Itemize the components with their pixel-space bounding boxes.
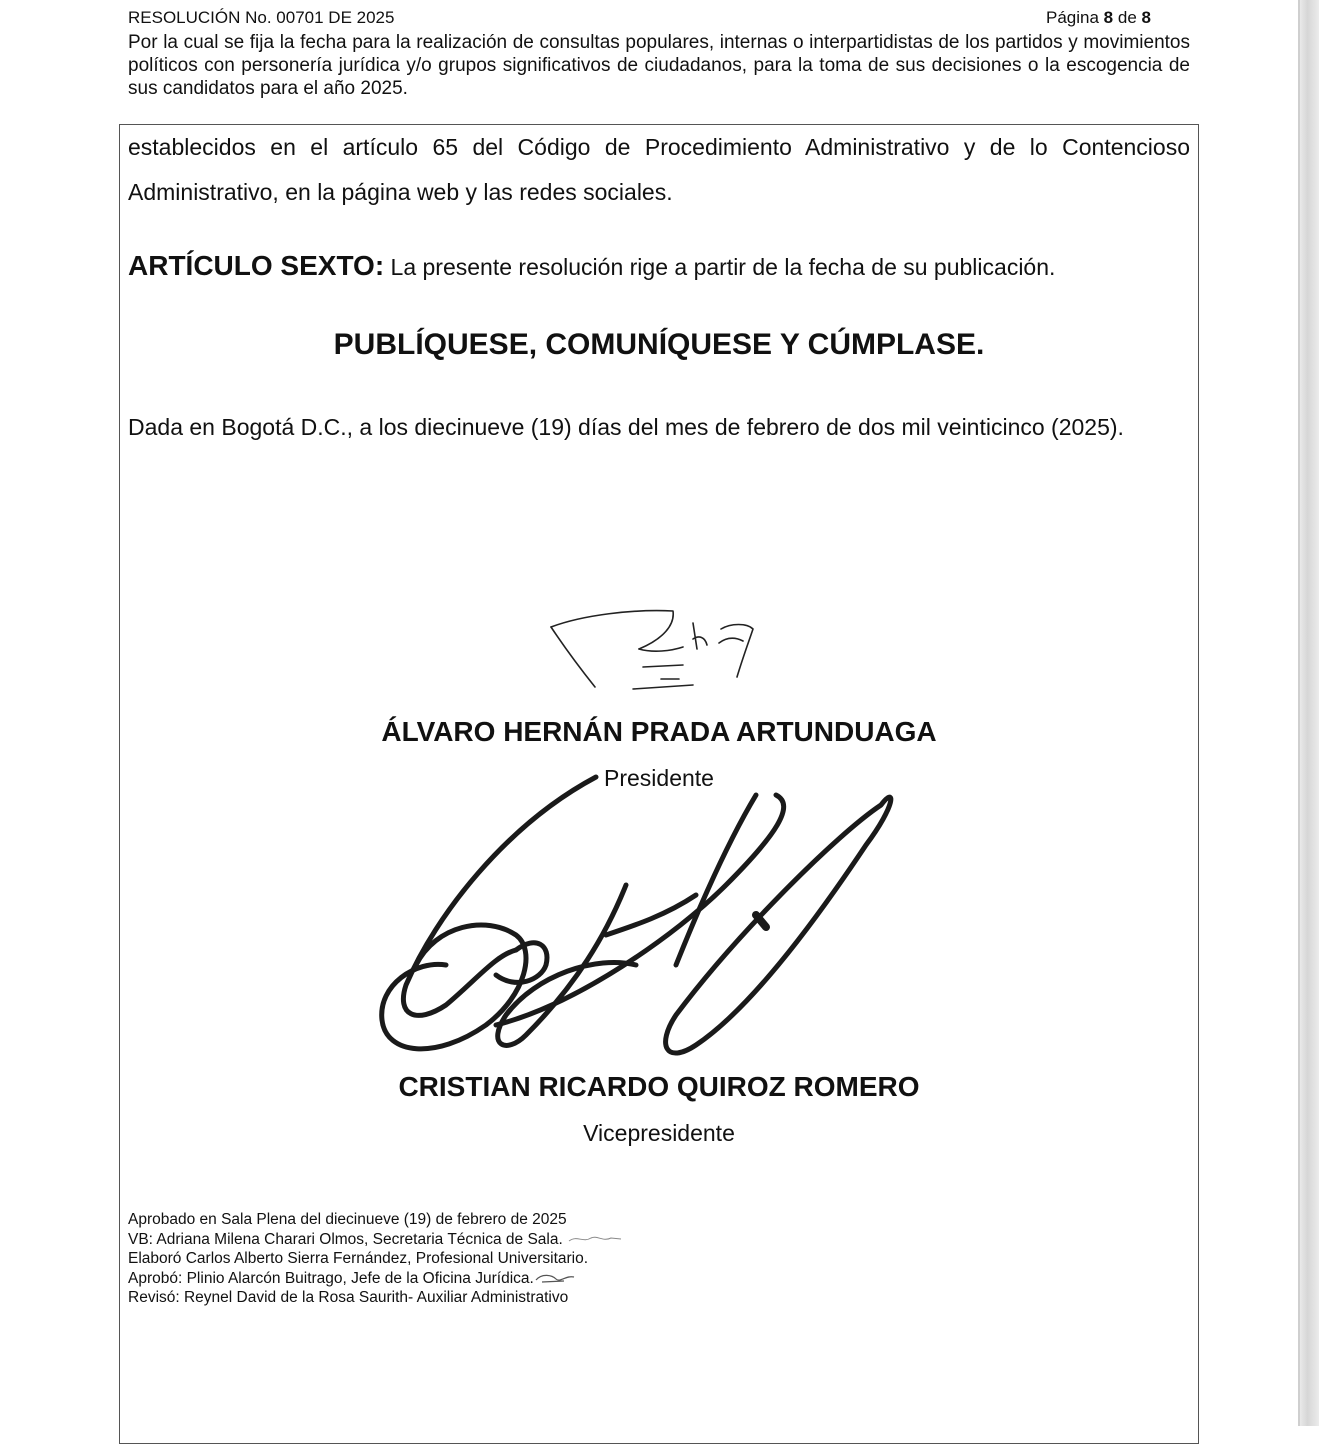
signatory-name: ÁLVARO HERNÁN PRADA ARTUNDUAGA xyxy=(381,716,937,747)
signatory-role: Presidente xyxy=(604,765,714,791)
footer-elaborated: Elaboró Carlos Alberto Sierra Fernández, Profesional Universitario. xyxy=(128,1250,589,1267)
president-signature xyxy=(543,605,783,705)
page-indicator: Página 8 de 8 xyxy=(1046,8,1151,27)
initials-mark xyxy=(534,1271,578,1285)
footer-approved: Aprobado en Sala Plena del diecinueve (19) de febrero de 2025 xyxy=(128,1211,567,1228)
signatory-name: CRISTIAN RICARDO QUIROZ ROMERO xyxy=(398,1071,920,1102)
footer-reviewed: Revisó: Reynel David de la Rosa Saurith- Auxiliar Administrativo xyxy=(128,1289,569,1306)
signatory-role: Vicepresidente xyxy=(583,1120,735,1146)
continuation-paragraph: establecidos en el artículo 65 del Código de Procedimiento Administrativo y de lo Contencioso Administrativo, en la página web y las redes sociales. xyxy=(128,134,1190,205)
document-header xyxy=(128,8,1190,100)
article-title: ARTÍCULO SEXTO: xyxy=(128,250,385,281)
resolution-number: RESOLUCIÓN No. 00701 DE 2025 xyxy=(128,8,395,27)
signatory-vicepresident xyxy=(128,1070,1190,1148)
footer-vb: VB: Adriana Milena Charari Olmos, Secretaria Técnica de Sala. xyxy=(128,1230,828,1250)
article-paragraph xyxy=(128,243,1190,290)
article-text: La presente resolución rige a partir de la fecha de su publicación. xyxy=(390,254,1056,280)
vicepresident-signature xyxy=(376,765,916,1065)
given-statement: Dada en Bogotá D.C., a los diecinueve (19) días del mes de febrero de dos mil veinticinco (2025). xyxy=(128,414,1124,440)
viewer-gutter xyxy=(1300,0,1319,1426)
resolution-description: Por la cual se fija la fecha para la realización de consultas populares, internas o interpartidistas de los partidos y movimientos políticos con personería jurídica y/o grupos significativos de ciudadanos, para la toma de sus decisiones o la escogencia de sus candidatos para el año 2025. xyxy=(128,32,1190,99)
footer-approved-by: Aprobó: Plinio Alarcón Buitrago, Jefe de la Oficina Jurídica. xyxy=(128,1269,828,1289)
approval-footer xyxy=(128,1210,828,1308)
publish-statement: PUBLÍQUESE, COMUNÍQUESE Y CÚMPLASE. xyxy=(333,328,985,361)
initials-mark xyxy=(567,1233,623,1245)
